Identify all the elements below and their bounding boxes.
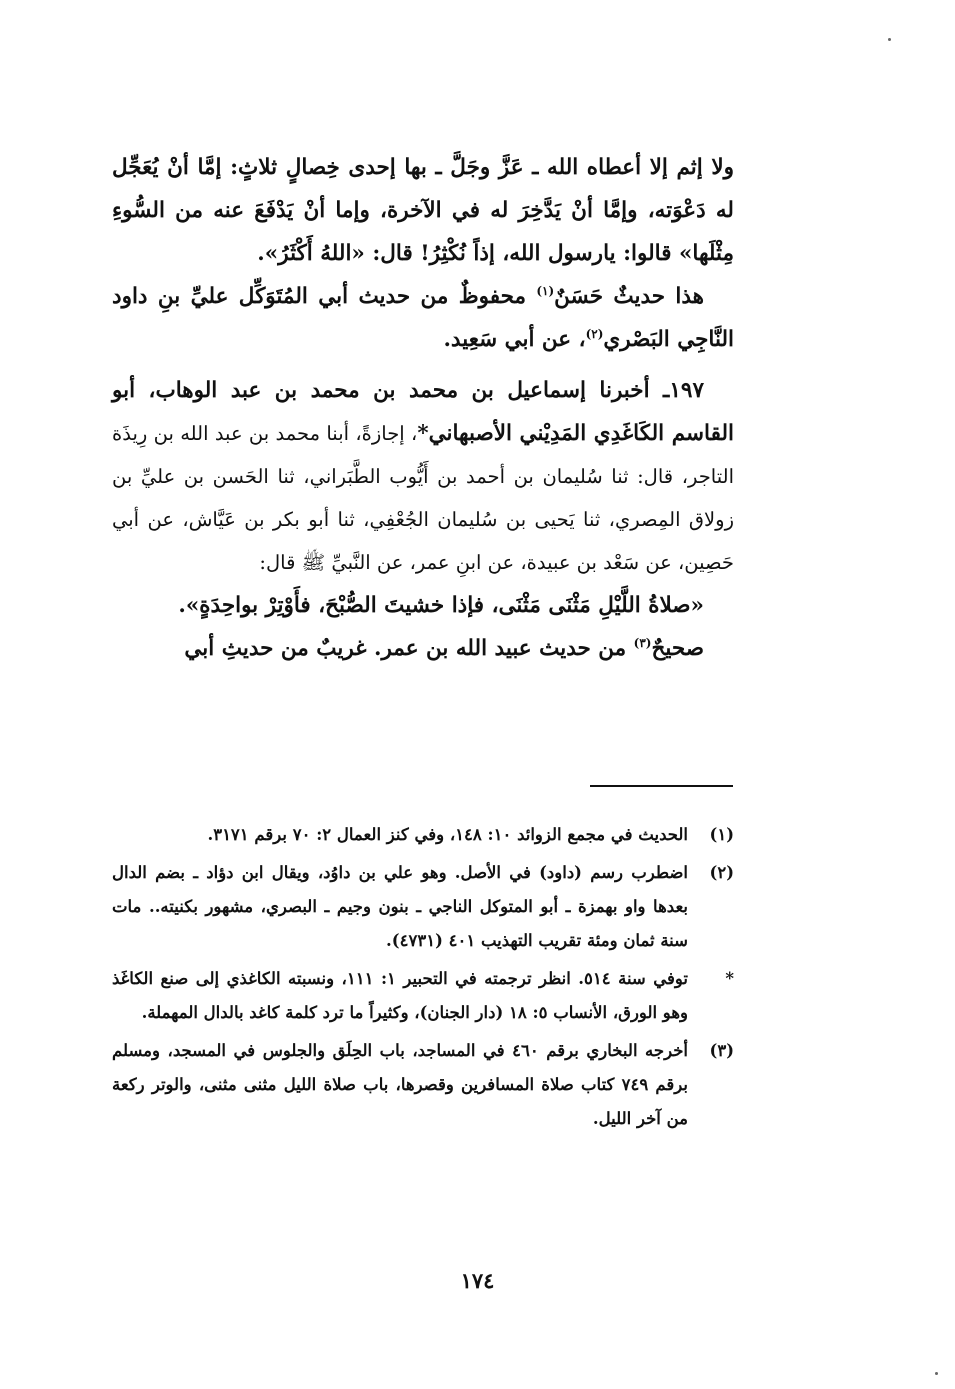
hadith-matn: «صلاةُ اللَّيْلِ مَثْنَى مَثْنَى، فإذا خشيتَ الصُّبْحَ، فأَوْتِرْ بواحِدَةٍ». — [178, 593, 704, 618]
footnote-ref-1[interactable]: (١) — [536, 283, 555, 298]
grading-text-mid: محفوظٌ من حديث أبي المُتَوَكِّل عليِّ بنِ داود النَّاجِي البَصْري — [112, 284, 734, 352]
scan-speck — [888, 38, 891, 41]
footnote-ref-2[interactable]: (٢) — [585, 326, 604, 341]
page-number: ١٧٤ — [460, 1268, 495, 1293]
footnote-marker: * — [725, 969, 734, 988]
footnote-marker: (٣) — [709, 1041, 734, 1060]
footnote-item — [112, 818, 734, 852]
hadith-heading: ١٩٧ـ أخبرنا إسماعيل بن محمد بن محمد بن عبد الوهاب، أبو القاسم الكَاغَدِي المَدِيْني الأصبهاني — [112, 378, 734, 446]
footnote-ref-3[interactable]: (٣) — [633, 635, 652, 650]
grading-text-2-end: من حديث عبيد الله بن عمر. غريبٌ من حديثِ أبي — [184, 636, 634, 661]
footnote-item — [112, 962, 734, 1030]
footnotes — [112, 818, 734, 1140]
footnote-item — [112, 1034, 734, 1136]
grading-text-2: صحيحٌ — [651, 636, 704, 661]
footnote-text: اضطرب رسم (داود) في الأصل. وهو علي بن داوُد، ويقال ابن دؤاد ـ بضم الدال بعدها واو بهمزة ـ أبو المتوكل الناجي ـ بنون وجيم ـ البصري، مشهور بكنيته.. مات سنة ثمان ومئة تقريب التهذيب ٤٠١ (٤٧٣١). — [112, 863, 688, 950]
scan-speck — [935, 1372, 938, 1375]
grading-paragraph — [112, 275, 734, 361]
footnote-text: أخرجه البخاري برقم ٤٦٠ في المساجد، باب الحِلَق والجلوس في المسجد، ومسلم برقم ٧٤٩ كتاب صلاة المسافرين وقصرها، باب صلاة الليل مثنى مثنى، والوتر ركعة من آخر الليل. — [112, 1041, 688, 1128]
footnote-divider — [590, 785, 733, 787]
footnote-text: توفي سنة ٥١٤. انظر ترجمته في التحبير ١: ١١١، ونسبته الكاغذي إلى صنع الكاغَذ وهو الورق، الأنساب ٥: ١٨ (دار الجنان)، وكثيراً ما ترد كلمة كاغد بالدال المهملة. — [112, 969, 688, 1022]
hadith-continuation: ولا إثم إلا أعطاه الله ـ عَزَّ وجَلَّ ـ بها إحدى خِصالٍ ثلاثٍ: إمَّا أنْ يُعَجِّل له دَعْوَته، وإمَّا أنْ يَدَّخِرَ له في الآخرة، وإما أنْ يَدْفَعَ عنه من السُّوءِ مِثْلَها» قالوا: يارسول الله، إذاً نُكْثِرُ! قال: «اللهُ أَكْثَرُ». — [112, 155, 734, 266]
footnote-item — [112, 856, 734, 958]
isnad-text: ، إجازةً، أبنا محمد بن عبد الله بن رِيذَة التاجر، قال: ثنا سُليمان بن أحمد بن أَيُّوب الطَّبَراني، ثنا الحَسن بن عليِّ بن زولاق المِصري، ثنا يَحيى بن سُليمان الجُعْفِي، ثنا أبو بكر بن عَيَّاش، عن أبي حَصِين، عن سَعْد بن عبيدة، عن ابنِ عمر، عن النَّبيِّ ﷺ قال: — [112, 422, 734, 574]
grading-paragraph-2 — [112, 627, 734, 670]
grading-text-end: ، عن أبي سَعِيد. — [443, 327, 586, 352]
footnote-ref-star[interactable]: * — [417, 421, 429, 446]
footnote-text: الحديث في مجمع الزوائد ١٠: ١٤٨، وفي كنز العمال ٢: ٧٠ برقم ٣١٧١. — [207, 825, 688, 844]
hadith-197 — [112, 369, 734, 584]
grading-text: هذا حديثٌ حَسَنٌ — [554, 284, 704, 309]
footnote-marker: (١) — [709, 825, 734, 844]
main-text — [112, 146, 734, 670]
footnote-marker: (٢) — [709, 863, 734, 882]
